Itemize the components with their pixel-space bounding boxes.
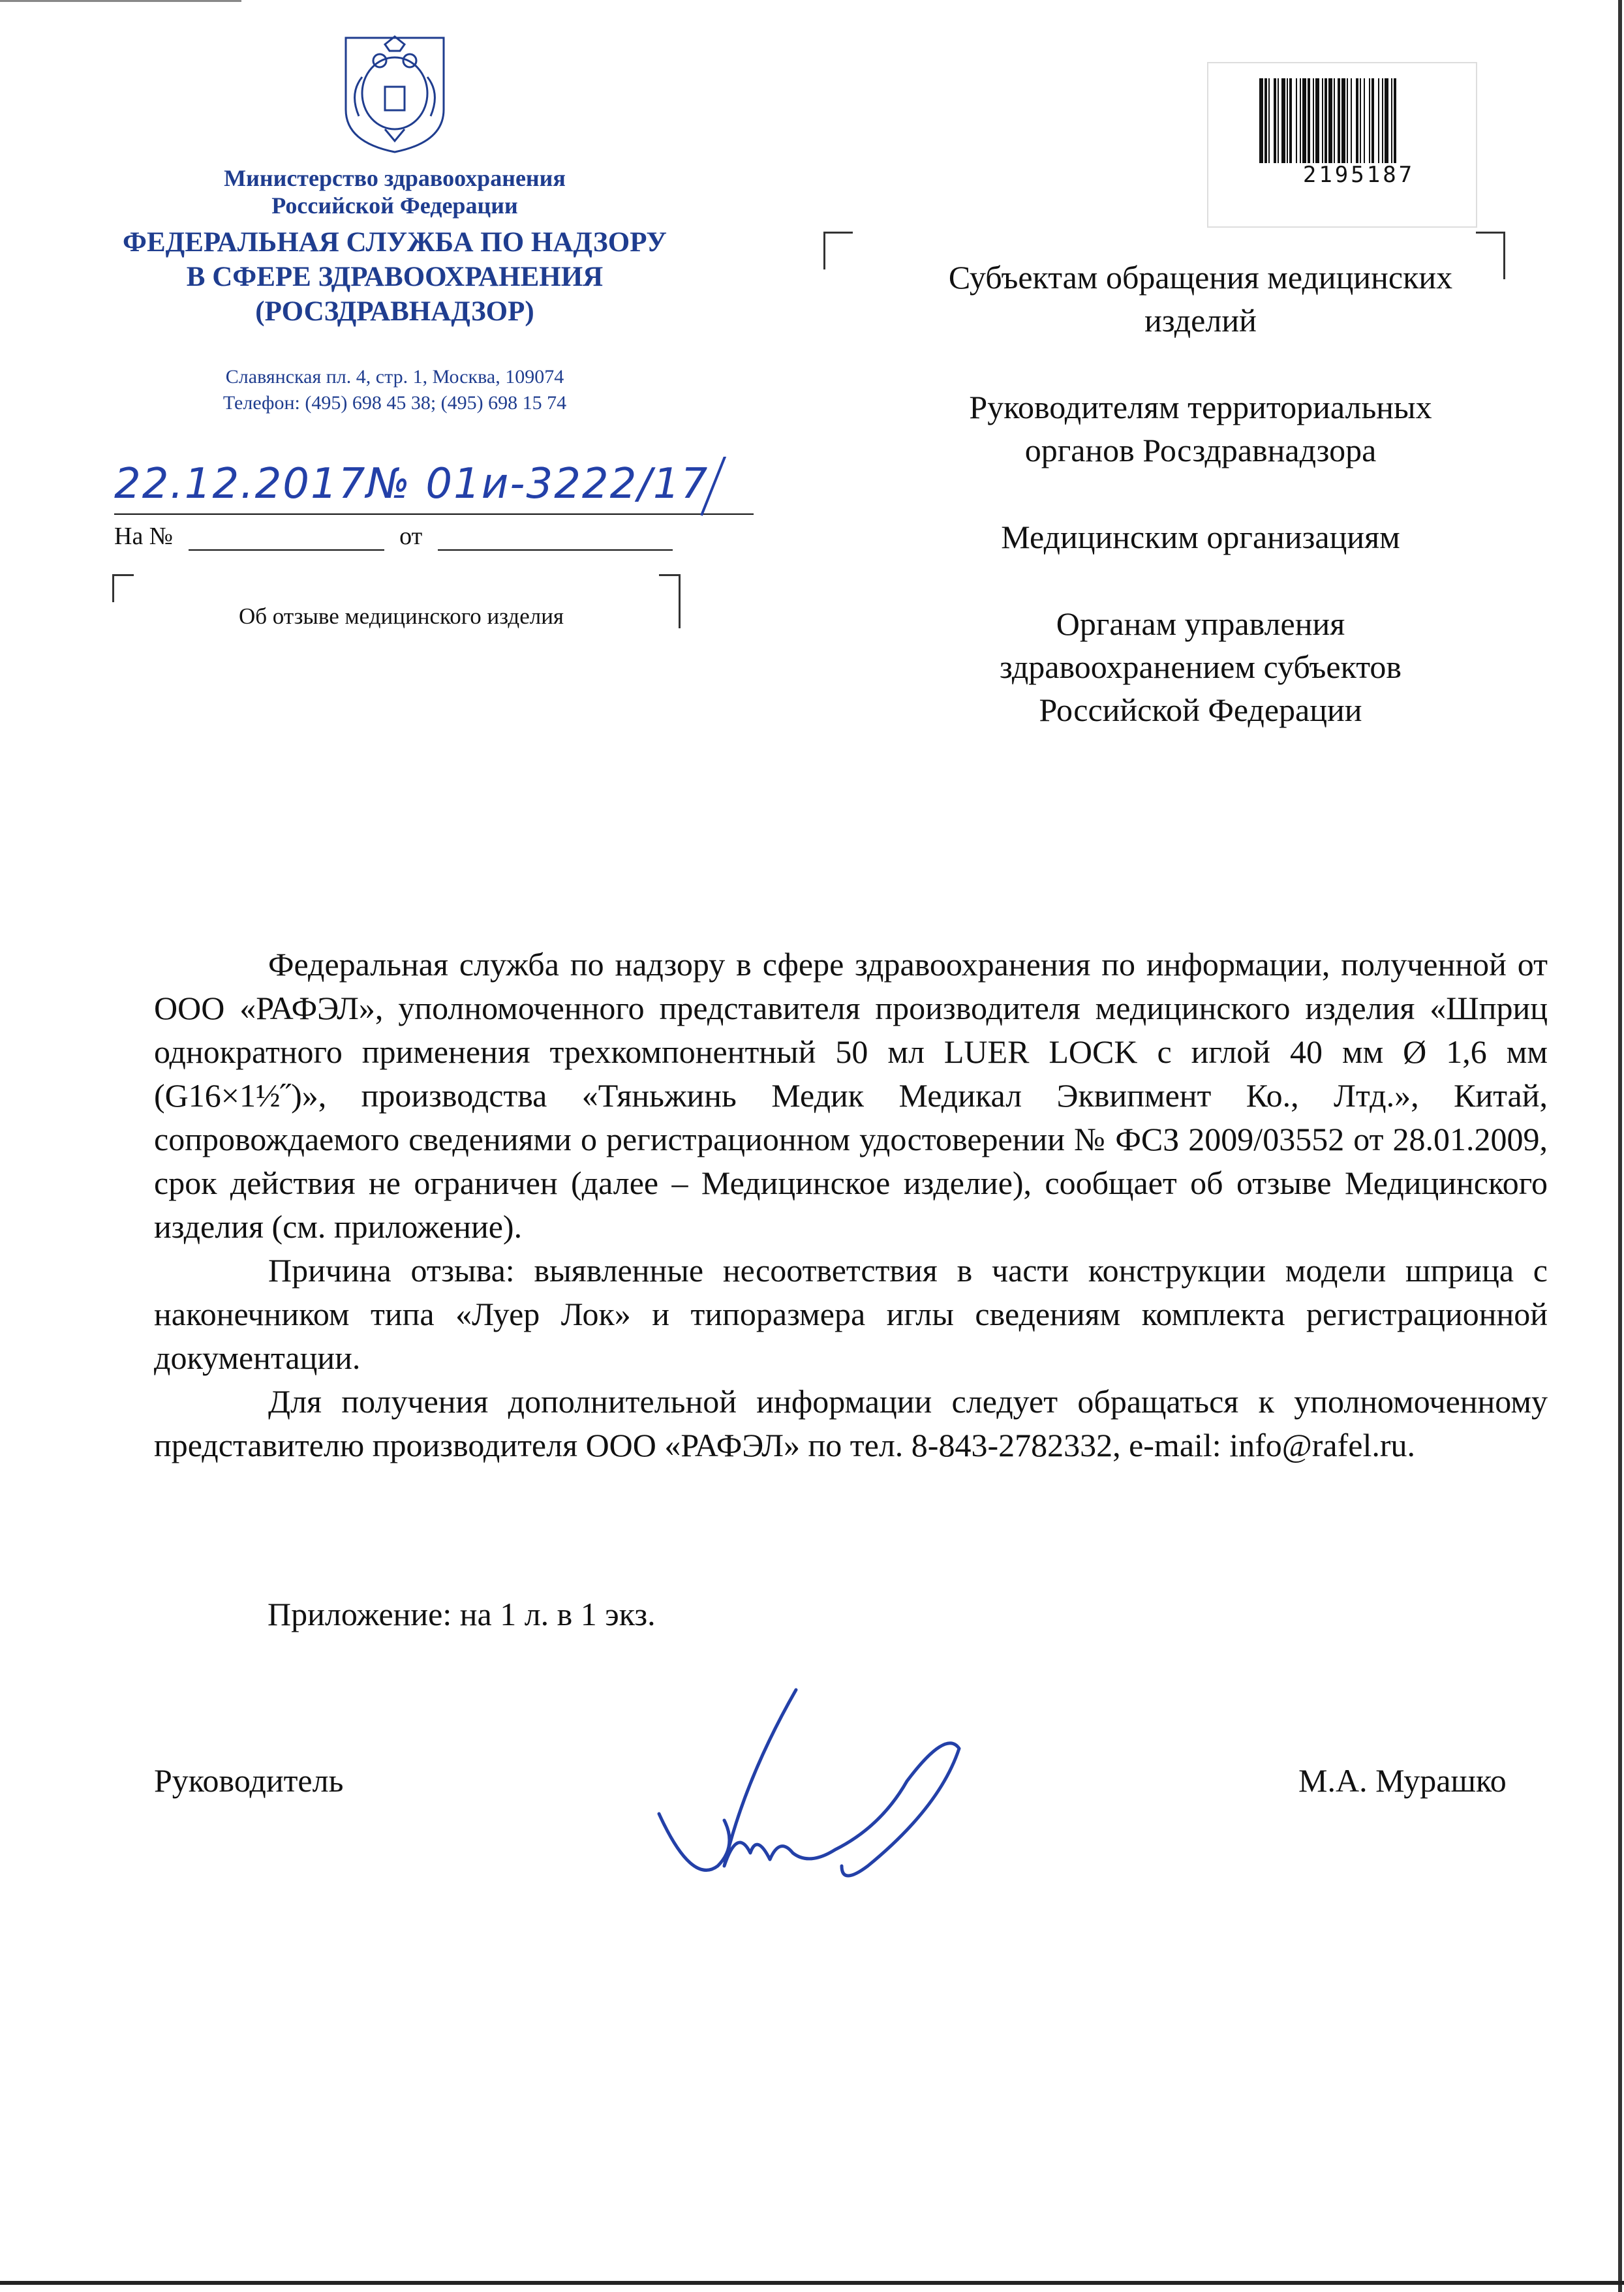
signer-name: М.А. Мурашко [1298,1762,1507,1799]
barcode-bar [1391,78,1392,163]
barcode-bar [1313,78,1314,163]
barcode-bar [1341,78,1345,163]
barcode-bar [1385,78,1388,163]
barcode-bar [1382,78,1383,163]
ministry-line-2: Российской Федерации [271,192,518,219]
agency-line-1: ФЕДЕРАЛЬНАЯ СЛУЖБА ПО НАДЗОРУ [123,227,667,258]
barcode-icon [1259,78,1458,163]
barcode-bar [1264,78,1267,163]
subject-corner-left [112,574,134,602]
barcode-bar [1289,78,1292,163]
handwritten-signature [646,1670,992,1918]
letter-body [154,943,1548,1467]
barcode-bar [1268,78,1270,163]
addressee-corner-left [823,232,853,269]
barcode-bar [1356,78,1358,163]
barcode-bar [1328,78,1332,163]
addressee-list [933,256,1468,775]
barcode-bar [1296,78,1297,163]
barcode-bar [1308,78,1310,163]
agency-line-2: В СФЕРЕ ЗДРАВООХРАНЕНИЯ [186,262,604,292]
coat-of-arms-icon [339,31,450,155]
barcode-bar [1302,78,1306,163]
barcode-bar [1364,78,1365,163]
reply-date-label: от [399,523,423,550]
addressee-item: Органам управления здравоохранением субъектов Российской Федерации [999,605,1402,728]
barcode-bar [1259,78,1263,163]
barcode-bar [1394,78,1396,163]
addressee-item: Руководителям территориальных органов Росздравнадзора [969,389,1432,468]
registration-underline [114,457,786,519]
body-paragraph: Причина отзыва: выявленные несоответствия в части конструкции модели шприца с наконечником типа «Луер Лок» и типоразмера иглы сведениям комплекта регистрационной документации. [154,1252,1548,1376]
page-right-edge [1618,0,1622,2292]
reply-number-label: На № [114,523,174,550]
reply-number-field [189,525,384,551]
page-bottom-edge [0,2281,1624,2285]
top-edge-rule [0,0,241,2]
reply-reference [114,522,673,551]
addressee-corner-right [1476,232,1505,279]
agency-address [117,364,672,416]
phone-line: Телефон: (495) 698 45 38; (495) 698 15 74 [222,392,567,414]
barcode-bar [1300,78,1301,163]
body-paragraph: Федеральная служба по надзору в сфере здравоохранения по информации, полученной от ООО «РАФЭЛ», уполномоченного представителя производителя медицинского изделия «Шприц однократного применения трехкомпонентный 50 мл LUER LOCK с иглой 40 мм Ø 1,6 мм (G16×1½˝)», производства «Тяньжинь Медик Медикал Эквипмент Ко., Лтд.», Китай, сопровождаемого сведениями о регистрационном удостоверении № ФСЗ 2009/03552 от 28.01.2009, срок действия не ограничен (далее – Медицинское изделие), сообщает об отзыве Медицинского изделия (см. приложение). [154,946,1548,1245]
barcode-bar [1278,78,1279,163]
barcode-bar [1371,78,1374,163]
barcode-bar [1281,78,1285,163]
ministry-line-1: Министерство здравоохранения [224,165,566,191]
addressee-item: Медицинским организациям [1001,519,1400,555]
addressee-item: Субъектам обращения медицинских изделий [948,259,1453,339]
barcode-bar [1338,78,1340,163]
barcode-bar [1378,78,1379,163]
barcode-bar [1369,78,1370,163]
barcode-bar [1347,78,1348,163]
barcode-bar [1315,78,1319,163]
barcode-bar [1274,78,1276,163]
reply-date-field [438,525,673,551]
address-line: Славянская пл. 4, стр. 1, Москва, 109074 [225,366,564,388]
barcode-bar [1322,78,1323,163]
barcode-bar [1360,78,1361,163]
agency-name [117,225,672,329]
barcode-bar [1334,78,1335,163]
barcode-number: 2195187 [1302,162,1415,188]
letter-subject: Об отзыве медицинского изделия [238,604,564,629]
appendix-note: Приложение: на 1 л. в 1 экз. [268,1596,656,1632]
body-paragraph: Для получения дополнительной информации следует обращаться к уполномоченному представителю производителя ООО «РАФЭЛ» по тел. 8-843-2782332, e-mail: info@rafel.ru. [154,1383,1548,1463]
barcode-bar [1351,78,1352,163]
signer-title: Руководитель [154,1762,344,1799]
ministry-name [117,164,672,219]
agency-line-3: (РОСЗДРАВНАДЗОР) [255,296,534,327]
registration-number: 22.12.2017№ 01и-3222/17 [114,460,709,508]
barcode-bar [1287,78,1288,163]
barcode-bar [1325,78,1327,163]
